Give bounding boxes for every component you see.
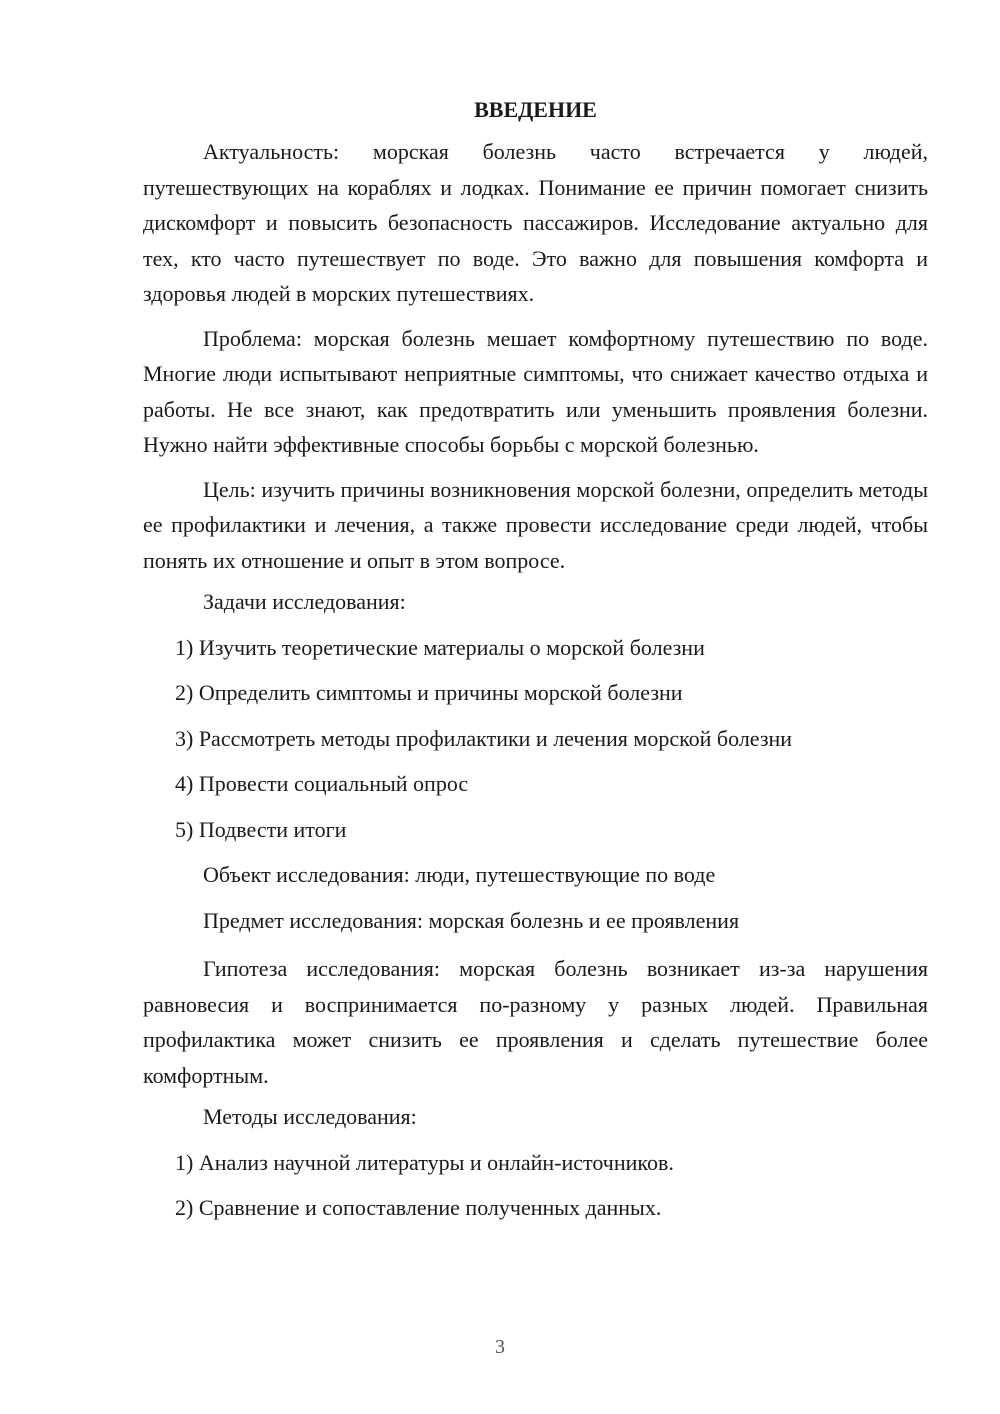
- method-item: 2) Сравнение и сопоставление полученных данных.: [175, 1195, 662, 1220]
- task-item: 5) Подвести итоги: [175, 816, 347, 842]
- relevance-paragraph: Актуальность: морская болезнь часто встречается у людей, путешествующих на кораблях и лодках. Понимание ее причин помогает снизить дискомфорт и повысить безопасность пассажиров. Исследование актуально для тех, кто часто путешествует по воде. Это важно для повышения комфорта и здоровья людей в морских путешествиях.: [143, 139, 928, 306]
- tasks-label: Задачи исследования:: [203, 589, 406, 614]
- document-page: [143, 94, 928, 1239]
- research-subject: Предмет исследования: морская болезнь и ее проявления: [203, 907, 740, 933]
- task-item: 2) Определить симптомы и причины морской болезни: [175, 680, 683, 705]
- task-item: 3) Рассмотреть методы профилактики и лечения морской болезни: [175, 725, 793, 751]
- problem-paragraph: Проблема: морская болезнь мешает комфортному путешествию по воде. Многие люди испытывают неприятные симптомы, что снижает качество отдыха и работы. Не все знают, как предотвратить или уменьшить проявления болезни. Нужно найти эффективные способы борьбы с морской болезнью.: [143, 325, 928, 457]
- task-item: 1) Изучить теоретические материалы о морской болезни: [175, 634, 705, 660]
- research-object: Объект исследования: люди, путешествующие по воде: [203, 862, 716, 887]
- task-item: 4) Провести социальный опрос: [175, 771, 469, 796]
- page-number: 3: [495, 1336, 505, 1358]
- goal-paragraph: Цель: изучить причины возникновения морской болезни, определить методы ее профилактики и лечения, а также провести исследование среди людей, чтобы понять их отношение и опыт в этом вопросе.: [143, 476, 928, 573]
- hypothesis-paragraph: Гипотеза исследования: морская болезнь возникает из-за нарушения равновесия и воспринимается по-разному у разных людей. Правильная профилактика может снизить ее проявления и сделать путешествие более комфортным.: [143, 956, 928, 1088]
- section-title: ВВЕДЕНИЕ: [474, 97, 597, 122]
- method-item: 1) Анализ научной литературы и онлайн-источников.: [175, 1149, 674, 1175]
- methods-label: Методы исследования:: [203, 1104, 417, 1129]
